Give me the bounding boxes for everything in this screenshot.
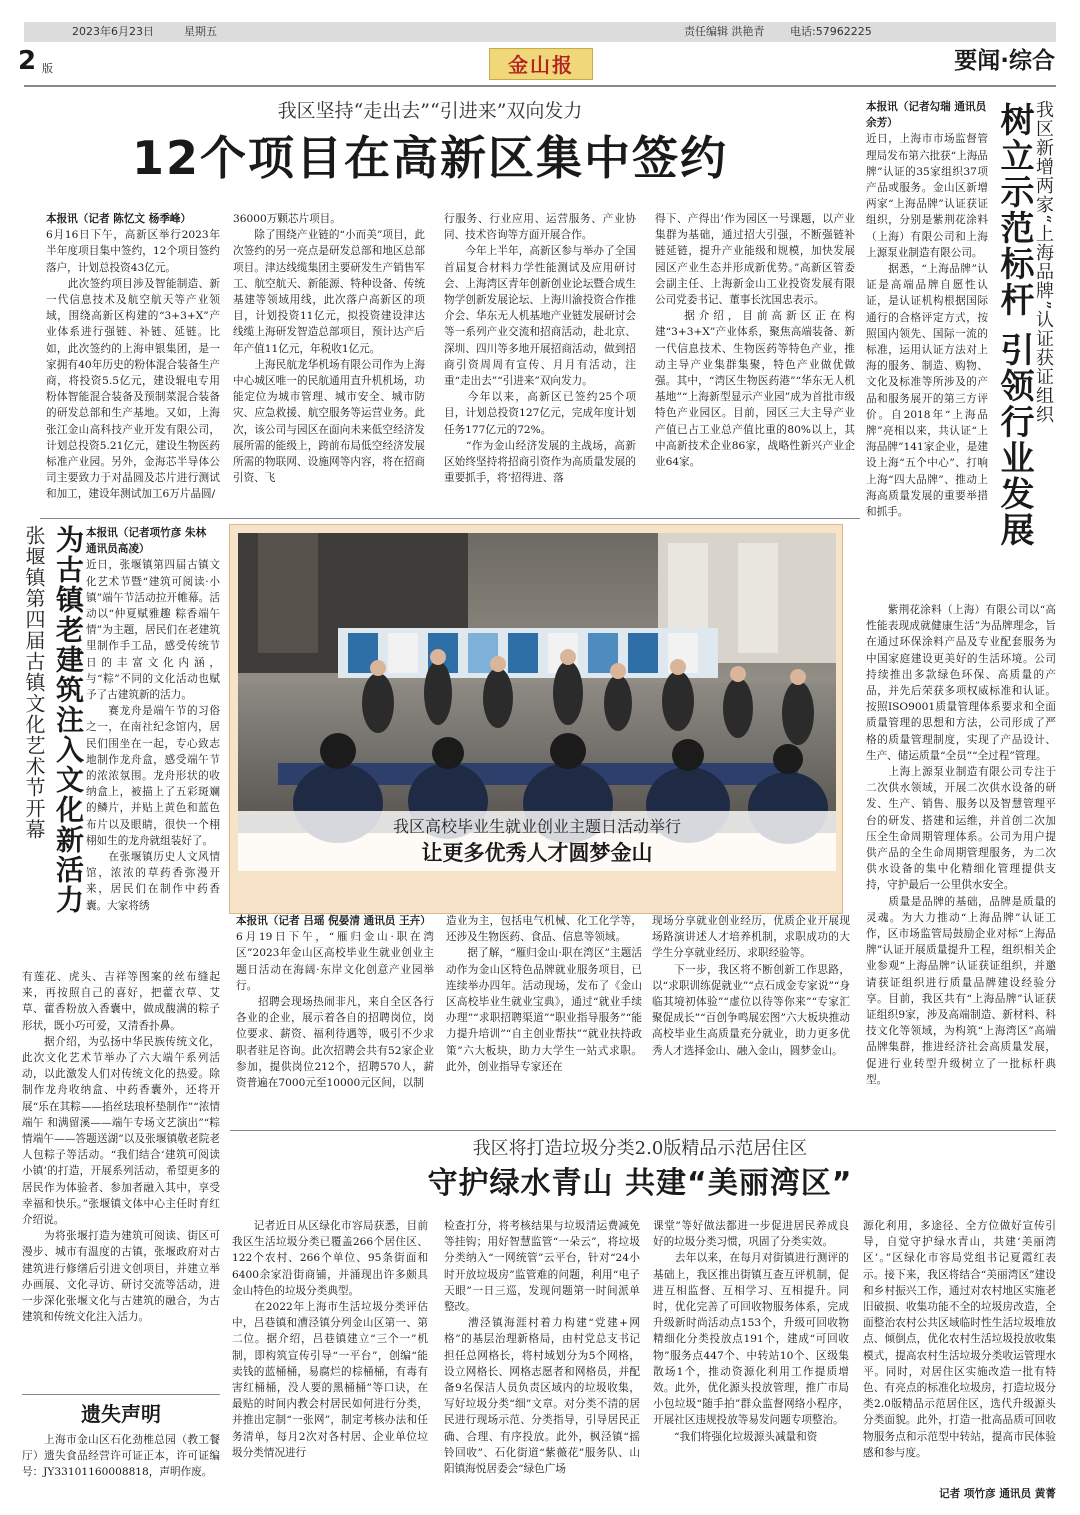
- editor-info: 责任编辑 洪艳青: [684, 25, 765, 38]
- notice-text: 上海市金山区石化劲椎总园（教工餐厅）遗失食品经营许可证正本，许可证编号：JY33101160008818，声明作废。: [22, 1434, 220, 1479]
- photo-article-column-2: 造业为主，包括电气机械、化工化学等，还涉及生物医药、食品、信息等领域。 据了解，“雁归金山·职在湾区”主题活动作为金山区特色品牌就业服务项目，已连续举办四年。活动现场，发布了《金山区高校毕业生就业宝典》，通过“就业手续办理”“求职招聘渠道”“职业指导服务”“能力提升培训”“自主创业帮扶”“就业扶持政策”六大板块，助力大学生一站式求职。此外，创业指导专家还在: [446, 915, 642, 1073]
- article3-subtitle: 张堰镇第四届古镇文化艺术节开幕: [22, 525, 46, 840]
- masthead-bar: [24, 22, 1056, 42]
- article3-text-bottom: 有莲花、虎头、吉祥等图案的丝布缝起来，再按照自己的喜好，把藿衣草、艾草、藿香粉放入香囊中，做成馥满的粽子形状，既小巧可爱，又清香扑鼻。 据介绍，为弘扬中华民族传统文化，此次文化艺术节举办了六大端午系列活动，以此激发人们对传统文化的热爱。除制作龙舟收纳盒、中药香囊外，还将开展“乐在其粽——掐丝珐琅杯垫制作”“浓情端午 和满留溪——端午专场文艺演出”“粽情端午——答题送湖”以及张堰镇敬老院老人包粽子等活动。“我们结合‘建筑可阅读小镇’的打造，开展系列活动，希望更多的居民作为体验者、参加者融入其中，享受幸福和快乐。”张堰镇文体中心主任时育红介绍说。 为将张堰打造为建筑可阅读、街区可漫步、城市有温度的古镇，张堰政府对古建筑进行修缮后引进文创项目，并建立举办画展、文化寻访、研讨交流等活动，进一步深化张堰文化与古建筑的融合，为古建筑和传统文化注入活力。: [22, 971, 220, 1324]
- article2-text-top: 近日，上海市市场监督管理局发布第六批获“上海品牌”认证的35家组织37项产品或服务。金山区新增两家“上海品牌”认证获证组织，分别是紫荆花涂料（上海）有限公司和上海上源泵业制造有限公司。 据悉，“上海品牌”认证是高端品牌自愿性认证，是认证机构根据国际通行的合格评定方式，按照国内领先、国际一流的标准，运用认证方法对上海的服务、制造、购物、文化及标准等所涉及的产品和服务展开的第三方评价。自2018年“上海品牌”亮相以来，共认证“上海品牌”141家企业，是建设上海“五个中心”、打响上海“四大品牌”、推动上海高质量发展的重要举措和抓手。: [866, 133, 988, 519]
- article2-subtitle: 我区新增两家“上海品牌”认证获证组织: [1033, 100, 1054, 425]
- article1-bottom-rule: [40, 518, 860, 519]
- editor-phone: 电话:57962225: [790, 25, 872, 38]
- article3-title: 为古镇老建筑注入文化新活力: [52, 525, 85, 915]
- photo-caption-box: [238, 811, 836, 871]
- article4-column-3: 课堂”等好做法都进一步促进居民养成良好的垃圾分类习惯，巩固了分类实效。 去年以来，在每月对街镇进行测评的基础上，我区推出街镇互查互评机制，促进互相监督、互相学习、互相提升。同时，优化完善了可回收物服务体系，完成升级新时尚活动点153个，升级可回收物精细化分类投放点191个，建成“可回收物”服务点447个、中转站10个、区级集散场1个，推动资源化利用工作提质增效。此外，优化源头投放管理，推广市局小包垃圾“随手拍”群众监督网络小程序，开展社区违规投放等易发问题专项整治。 “我们将强化垃圾源头减量和资: [653, 1220, 849, 1443]
- issue-weekday: 星期五: [184, 25, 217, 38]
- page-suffix: 版: [42, 62, 53, 75]
- article4-column-2: 检查打分，将考核结果与垃圾清运费减免等挂钩；用好智慧监管“一朵云”，将垃圾分类纳入“一网统管”云平台，针对“24小时开放垃圾房”监管难的问题，利用“电子天眼”一日三巡，发现问题第一时间派单整改。 漕泾镇海涯村着力构建“党建+网格”的基层治理新格局，由村党总支书记担任总网格长，将村域划分为5个网格，设立网格长、网格志愿者和网格员，并配备9名保洁人员负责区域内的垃圾收集，写好垃圾分类“细”文章。对分类不清的居民进行现场示范、分类指导，引导居民正确、合理、有序投放。此外，枫泾镇“摇铃回收”、石化街道“紫薇花”服务队、山阳镇海悦居委会“绿色广场: [444, 1220, 640, 1476]
- notice-top-rule: [22, 1394, 220, 1395]
- article4-title: 守护绿水青山 共建“美丽湾区”: [427, 1166, 853, 1201]
- newspaper-logo: [489, 48, 593, 80]
- newspaper-logo-text: 金山报: [508, 53, 574, 77]
- photo-article-bottom-rule: [230, 1130, 1056, 1131]
- article1-column-2: 36000万颗芯片项目。 除了围绕产业链的“小而美”项目，此次签约的另一亮点是研发总部和地区总部项目。津达线缆集团主要研发生产销售军工、航空航天、新能源、特种设备、传统基建等领域用线，此次落户高新区的项目，计划投资11亿元，拟投资建设津达线缆上海研发智造总部项目，预计达产后年产值11亿元，年税收1亿元。 上海民航龙华机场有限公司作为上海中心城区唯一的民航通用直升机机场，功能定位为城市管理、城市安全、城市防灾、应急救援、航空服务等运营业务。此次，该公司与园区在面向未来低空经济发展所需的能级上，跨前布局低空经济发展所需的物联网、设施网等内容，将在招商引资、飞: [233, 213, 425, 485]
- photo-article-column-3: 现场分享就业创业经历，优质企业开展现场路演讲述人才培养机制，求职成功的大学生分享就业经历、求职经验等。 下一步，我区将不断创新工作思路，以“求职训练促就业”“点石成金专家说”“身临其境初体验”“虚位以待等你来”“专家汇聚促成长”“百创争鸣展宏图”六大板块推动高校毕业生高质量充分就业，助力更多优秀人才选择金山、融入金山，圆梦金山。: [652, 915, 850, 1057]
- article3-top-column: [86, 525, 220, 965]
- article4-column-4: 源化利用，多途径、全方位做好宣传引导，自觉守护绿水青山，共建‘美丽湾区’。”区绿化市容局党组书记夏霞红表示。接下来，我区将结合“美丽湾区”建设和乡村振兴工作，通过对农村地区实施老旧破损、收集功能不全的垃圾房改造，全面整治农村公共区域临时性生活垃圾堆放点、倾倒点，优化农村生活垃圾投放收集模式，提高农村生活垃圾分类收运管理水平。同时，对居住区实施改造一批有特色、有亮点的标准化垃圾房，打造垃圾分类2.0版精品示范居住区，选代升级源头分类面貌。此外，打造一批高品质可回收物服务点和示范型中转站，提高市民体验感和参与度。: [863, 1220, 1056, 1459]
- photo-article-text-1: 6月19日下午，“雁归金山·职在湾区”2023年金山区高校毕业生就业创业主题日活动在海阔·东岸文化创意产业园举行。 招聘会现场热闹非凡，来自全区各行各业的企业，展示着各自的招聘岗位，岗位要求、薪资、福利待遇等，吸引不少求职者驻足咨询。此次招聘会共有52家企业参加，提供岗位212个，招聘570人，薪资普遍在7000元至10000元区间，以制: [236, 931, 434, 1090]
- photo-caption-subtitle: 我区高校毕业生就业创业主题日活动举行: [392, 817, 681, 836]
- article1-title: 12个项目在高新区集中签约: [131, 131, 728, 185]
- photo-article-byline: 本报讯（记者 吕瑶 倪晏清 通讯员 王卉）: [236, 915, 431, 927]
- article1-text-1: 6月16日下午，高新区举行2023年半年度项目集中签约，12个项目签约落户，计划总投资43亿元。 此次签约项目涉及智能制造、新一代信息技术及航空航天等产业领域，围绕高新区构建的“3+3+X”产业体系进行强链、补链、延链。比如，此次签约的上海申银集团，是一家拥有40年历史的粉体混合装备生产商，将投资5.5亿元，建设辊电专用粉体智能混合装备及预制菜混合装备的研发总部和生产基地。又如，上海张江金山高科技产业开发有限公司，计划总投资5.21亿元，建设生物医药标准产业园。另外，金海芯半导体公司主要致力于对晶圆及芯片进行测试和加工，建设年测试加工6万片晶圆/: [46, 229, 220, 501]
- article4-signature: 记者 项竹彦 通讯员 黄菁: [938, 1488, 1056, 1500]
- photo-article-column-1: [236, 913, 434, 1125]
- article4-kicker: 我区将打造垃圾分类2.0版精品示范居住区: [472, 1138, 808, 1159]
- article2-text-bottom: 紫荆花涂料（上海）有限公司以“高性能表现成就健康生活”为品牌理念，旨在通过环保涂料产品及专业配套服务为中国家庭建设更美好的生活环境。公司持续推出多款绿色环保、高质量的产品，并先后荣获多项权威标准和认证。按照ISO9001质量管理体系要求和全面质量管理的思想和方法，公司形成了严格的质量管理制度，实现了产品设计、生产、储运质量“全员”“全过程”管理。 上海上源泵业制造有限公司专注于二次供水领域，开展二次供水设备的研发、生产、销售、服务以及智慧管理平台的研发、搭建和运维，并首创二次加压全生命周期管理体系。公司为用户提供产品的全生命周期管理服务，为二次供水设备的集中化精细化管理提供支持，守护最后一公里供水安全。 质量是品牌的基础，品牌是质量的灵魂。为大力推动“上海品牌”认证工作，区市场监管局鼓励企业对标“上海品牌”认证开展质量提升工程，组织相关企业参观“上海品牌”认证获证组织，并邀请获证组织进行质量品牌建设经验分享。目前，我区共有“上海品牌”认证获证组织9家，涉及高端制造、新材料、科技文化等领域，为构筑“上海湾区”高端品牌集群，推进经济社会高质量发展，促进行业转型升级树立了一批标杆典型。: [866, 604, 1056, 1086]
- article1-column-3: 行服务、行业应用、运营服务、产业协同、技术咨询等方面开展合作。 今年上半年，高新区参与举办了全国首届复合材料力学性能测试及应用研讨会、上海湾区青年创新创业论坛暨合成生物学创新发展论坛、上海川渝投资合作推介会、华东无人机基地产业链发展研讨会等一系列产业交流和招商活动，赴北京、深圳、四川等多地开展招商活动，做到招商引资周周有宣传、月月有活动，注重“走出去”“引进来”双向发力。 今年以来，高新区已签约25个项目，计划总投资127亿元，完成年度计划任务177亿元的72%。 “作为金山经济发展的主战场，高新区始终坚持将招商引资作为高质量发展的重要抓手，将‘招得进、落: [444, 213, 636, 485]
- photo-caption-title: 让更多优秀人才圆梦金山: [421, 841, 653, 865]
- article2-title: 树立示范标杆 引领行业发展: [994, 102, 1034, 548]
- issue-date: 2023年6月23日: [72, 25, 154, 38]
- article3-text-top: 近日，张堰镇第四届古镇文化艺术节暨“建筑可阅读·小镇”端午节活动拉开帷幕。活动以“仲夏赋雅趣 粽香端午情”为主题，居民们在老建筑里制作手工品，感受传统节日的丰富文化内涵，与“粽”不同的文化活动也赋予了古建筑新的活力。 赛龙舟是端午节的习俗之一，在南社纪念馆内，居民们围坐在一起，专心致志地制作龙舟盒，感受端午节的浓浓氛围。龙舟形状的收纳盒上，被描上了五彩斑斓的鳞片，并贴上黄色和蓝色布片以及眼睛，很快一个栩栩如生的龙舟就组装好了。 在张堰镇历史人文风情馆，浓浓的草药香弥漫开来，居民们在制作中药香囊。大家将绣: [86, 559, 220, 912]
- article2-top-column: [866, 99, 988, 599]
- photo-frame: [229, 524, 843, 914]
- article1-column-4: 得下、产得出’作为园区一号课题，以产业集群为基础，通过招大引强，不断强链补链延链，提升产业能级和规模，加快发展园区产业生态并形成新优势。”高新区管委会副主任、上海新金山工业投资发展有限公司党委书记、董事长沈国忠表示。 据介绍，目前高新区正在构建“3+3+X”产业体系，聚焦高端装备、新一代信息技术、生物医药等特色产业，推动主导产业集群集聚，特色产业做优做强。其中，“湾区生物医药港”“华东无人机基地”“上海新型显示产业园”成为首批市级特色产业园区。目前，园区三大主导产业产值已占工业总产值比重的80%以上，其中高新技术企业86家，战略性新兴产业企业64家。: [655, 213, 855, 469]
- section-title: 要闻·综合: [954, 48, 1055, 74]
- masthead-rule: [24, 85, 1056, 87]
- article3-byline: 本报讯（记者项竹彦 朱林 通讯员高凌）: [86, 527, 210, 556]
- article1-kicker: 我区坚持“走出去”“引进来”双向发力: [277, 100, 583, 122]
- article2-byline: 本报讯（记者勾瑞 通讯员 余芳）: [866, 101, 990, 130]
- article1-column-1: [46, 211, 220, 515]
- notice-title: 遗失声明: [81, 1402, 161, 1426]
- article1-byline: 本报讯（记者 陈忆文 杨季峰）: [46, 213, 192, 225]
- article4-column-1: 记者近日从区绿化市容局获悉，目前我区生活垃圾分类已覆盖266个居住区、122个农村、266个单位、95条街面和6400余家沿街商铺，并涌现出许多颇具金山特色的垃圾分类典型。 在2022年上海市生活垃圾分类评估中，吕巷镇和漕泾镇分列金山区第一、第二位。据介绍，吕巷镇建立“三个一”机制，即构筑宣传引导“一平台”，创编“能卖钱的蓝桶桶，易腐烂的棕桶桶，有毒有害红桶桶，没人要的黑桶桶”等口诀，在最贴的时间内教会村居民如何进行分类，并推出定制“一张网”，制定考核办法和任务清单，每月2次对各村居、企业单位垃圾分类情况进行: [232, 1220, 428, 1459]
- page-number: 2: [18, 46, 37, 76]
- job-fair-photo: [238, 533, 836, 833]
